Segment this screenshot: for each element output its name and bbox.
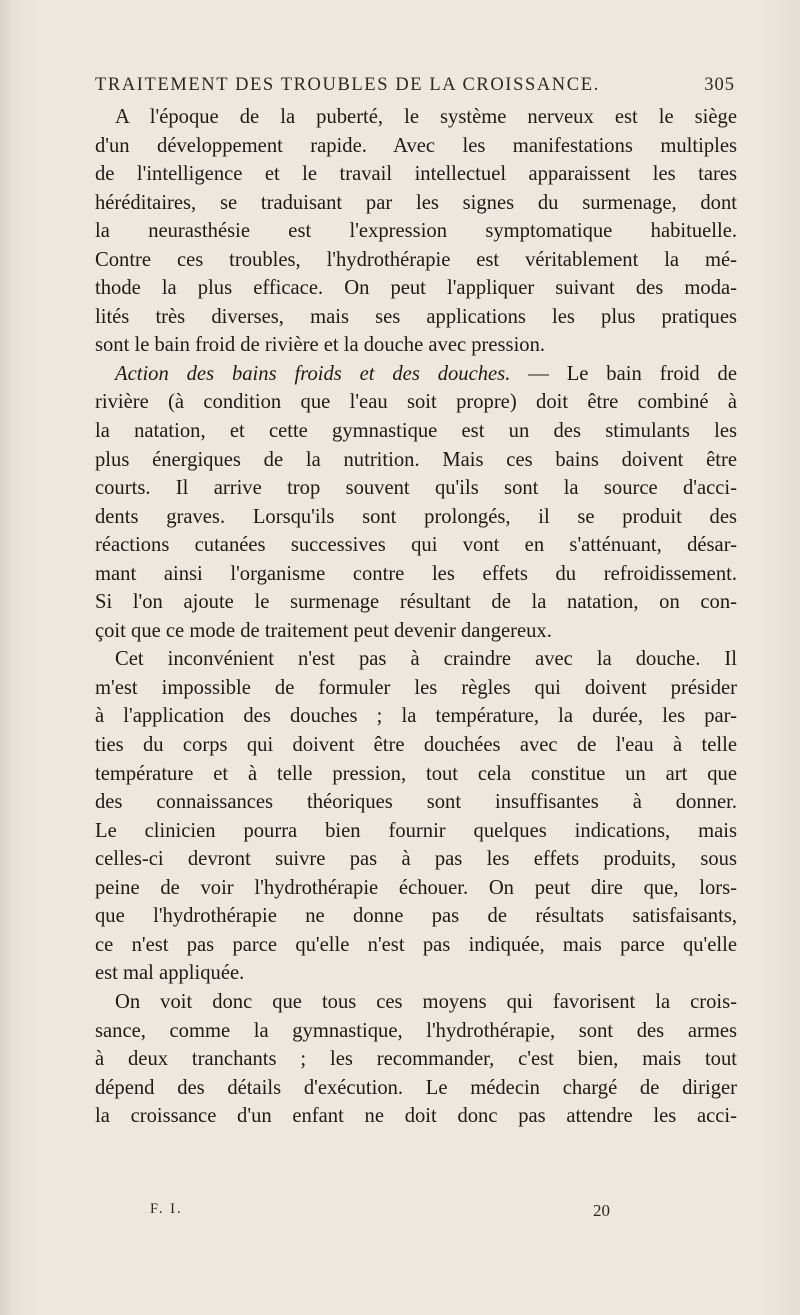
text-line: dépend des détails d'exécution. Le médecin chargé de diriger — [95, 1076, 737, 1099]
text-line: On voit donc que tous ces moyens qui favorisent la crois- — [115, 990, 737, 1013]
text-line: est mal appliquée. — [95, 962, 245, 985]
text-line: rivière (à condition que l'eau soit propre) doit être combiné à — [95, 391, 737, 414]
text-line: d'un développement rapide. Avec les manifestations multiples — [95, 134, 737, 157]
sheet-number: 20 — [593, 1201, 610, 1220]
text-line: Si l'on ajoute le surmenage résultant de la natation, on con- — [95, 591, 737, 614]
text-line: réactions cutanées successives qui vont en s'atténuant, désar- — [95, 534, 737, 557]
text-line: la neurasthésie est l'expression symptomatique habituelle. — [95, 220, 737, 243]
text-line: héréditaires, se traduisant par les signes du surmenage, dont — [95, 191, 737, 214]
text-line: mant ainsi l'organisme contre les effets du refroidissement. — [95, 562, 737, 585]
text-line: ce n'est pas parce qu'elle n'est pas indiquée, mais parce qu'elle — [95, 933, 737, 956]
page-number: 305 — [704, 75, 735, 95]
text-line: Le clinicien pourra bien fournir quelques indications, mais — [95, 819, 737, 842]
text-line: de l'intelligence et le travail intellectuel apparaissent les tares — [95, 163, 737, 186]
running-header — [95, 75, 735, 99]
text-line: çoit que ce mode de traitement peut devenir dangereux. — [95, 619, 552, 642]
text-line: dents graves. Lorsqu'ils sont prolongés, il se produit des — [95, 505, 737, 528]
text-line: ties du corps qui doivent être douchées avec de l'eau à telle — [95, 734, 737, 757]
text-line: la natation, et cette gymnastique est un des stimulants les — [95, 420, 737, 443]
text-line: lités très diverses, mais ses applications les plus pratiques — [95, 305, 737, 328]
text-line-continuation: — Le bain froid de — [528, 362, 737, 385]
text-line: des connaissances théoriques sont insuffisantes à donner. — [95, 791, 737, 814]
text-line: courts. Il arrive trop souvent qu'ils sont la source d'acci- — [95, 477, 737, 500]
running-title: TRAITEMENT DES TROUBLES DE LA CROISSANCE. — [95, 75, 600, 95]
text-line: plus énergiques de la nutrition. Mais ces bains doivent être — [95, 448, 737, 471]
text-line: Contre ces troubles, l'hydrothérapie est véritablement la mé- — [95, 248, 737, 271]
text-line: la croissance d'un enfant ne doit donc pas attendre les acci- — [95, 1105, 737, 1128]
page-footer — [150, 1201, 610, 1223]
text-line: température et à telle pression, tout cela constitue un art que — [95, 762, 737, 785]
text-line: à deux tranchants ; les recommander, c'est bien, mais tout — [95, 1048, 737, 1071]
signature-mark: F. I. — [150, 1201, 183, 1217]
text-line: m'est impossible de formuler les règles qui doivent présider — [95, 676, 737, 699]
text-line: sont le bain froid de rivière et la douche avec pression. — [95, 334, 546, 357]
text-line: thode la plus efficace. On peut l'appliquer suivant des moda- — [95, 277, 737, 300]
text-line: A l'époque de la puberté, le système nerveux est le siège — [115, 106, 737, 128]
text-line: peine de voir l'hydrothérapie échouer. On peut dire que, lors- — [95, 876, 737, 899]
body-text — [95, 103, 737, 1131]
text-line: sance, comme la gymnastique, l'hydrothérapie, sont des armes — [95, 1019, 737, 1042]
section-heading-line — [95, 360, 737, 389]
text-line: Cet inconvénient n'est pas à craindre avec la douche. Il — [115, 648, 737, 671]
text-line: celles-ci devront suivre pas à pas les effets produits, sous — [95, 848, 737, 871]
text-line: que l'hydrothérapie ne donne pas de résultats satisfaisants, — [95, 905, 737, 928]
text-line: à l'application des douches ; la température, la durée, les par- — [95, 705, 737, 728]
section-heading: Action des bains froids et des douches. — [115, 362, 511, 385]
